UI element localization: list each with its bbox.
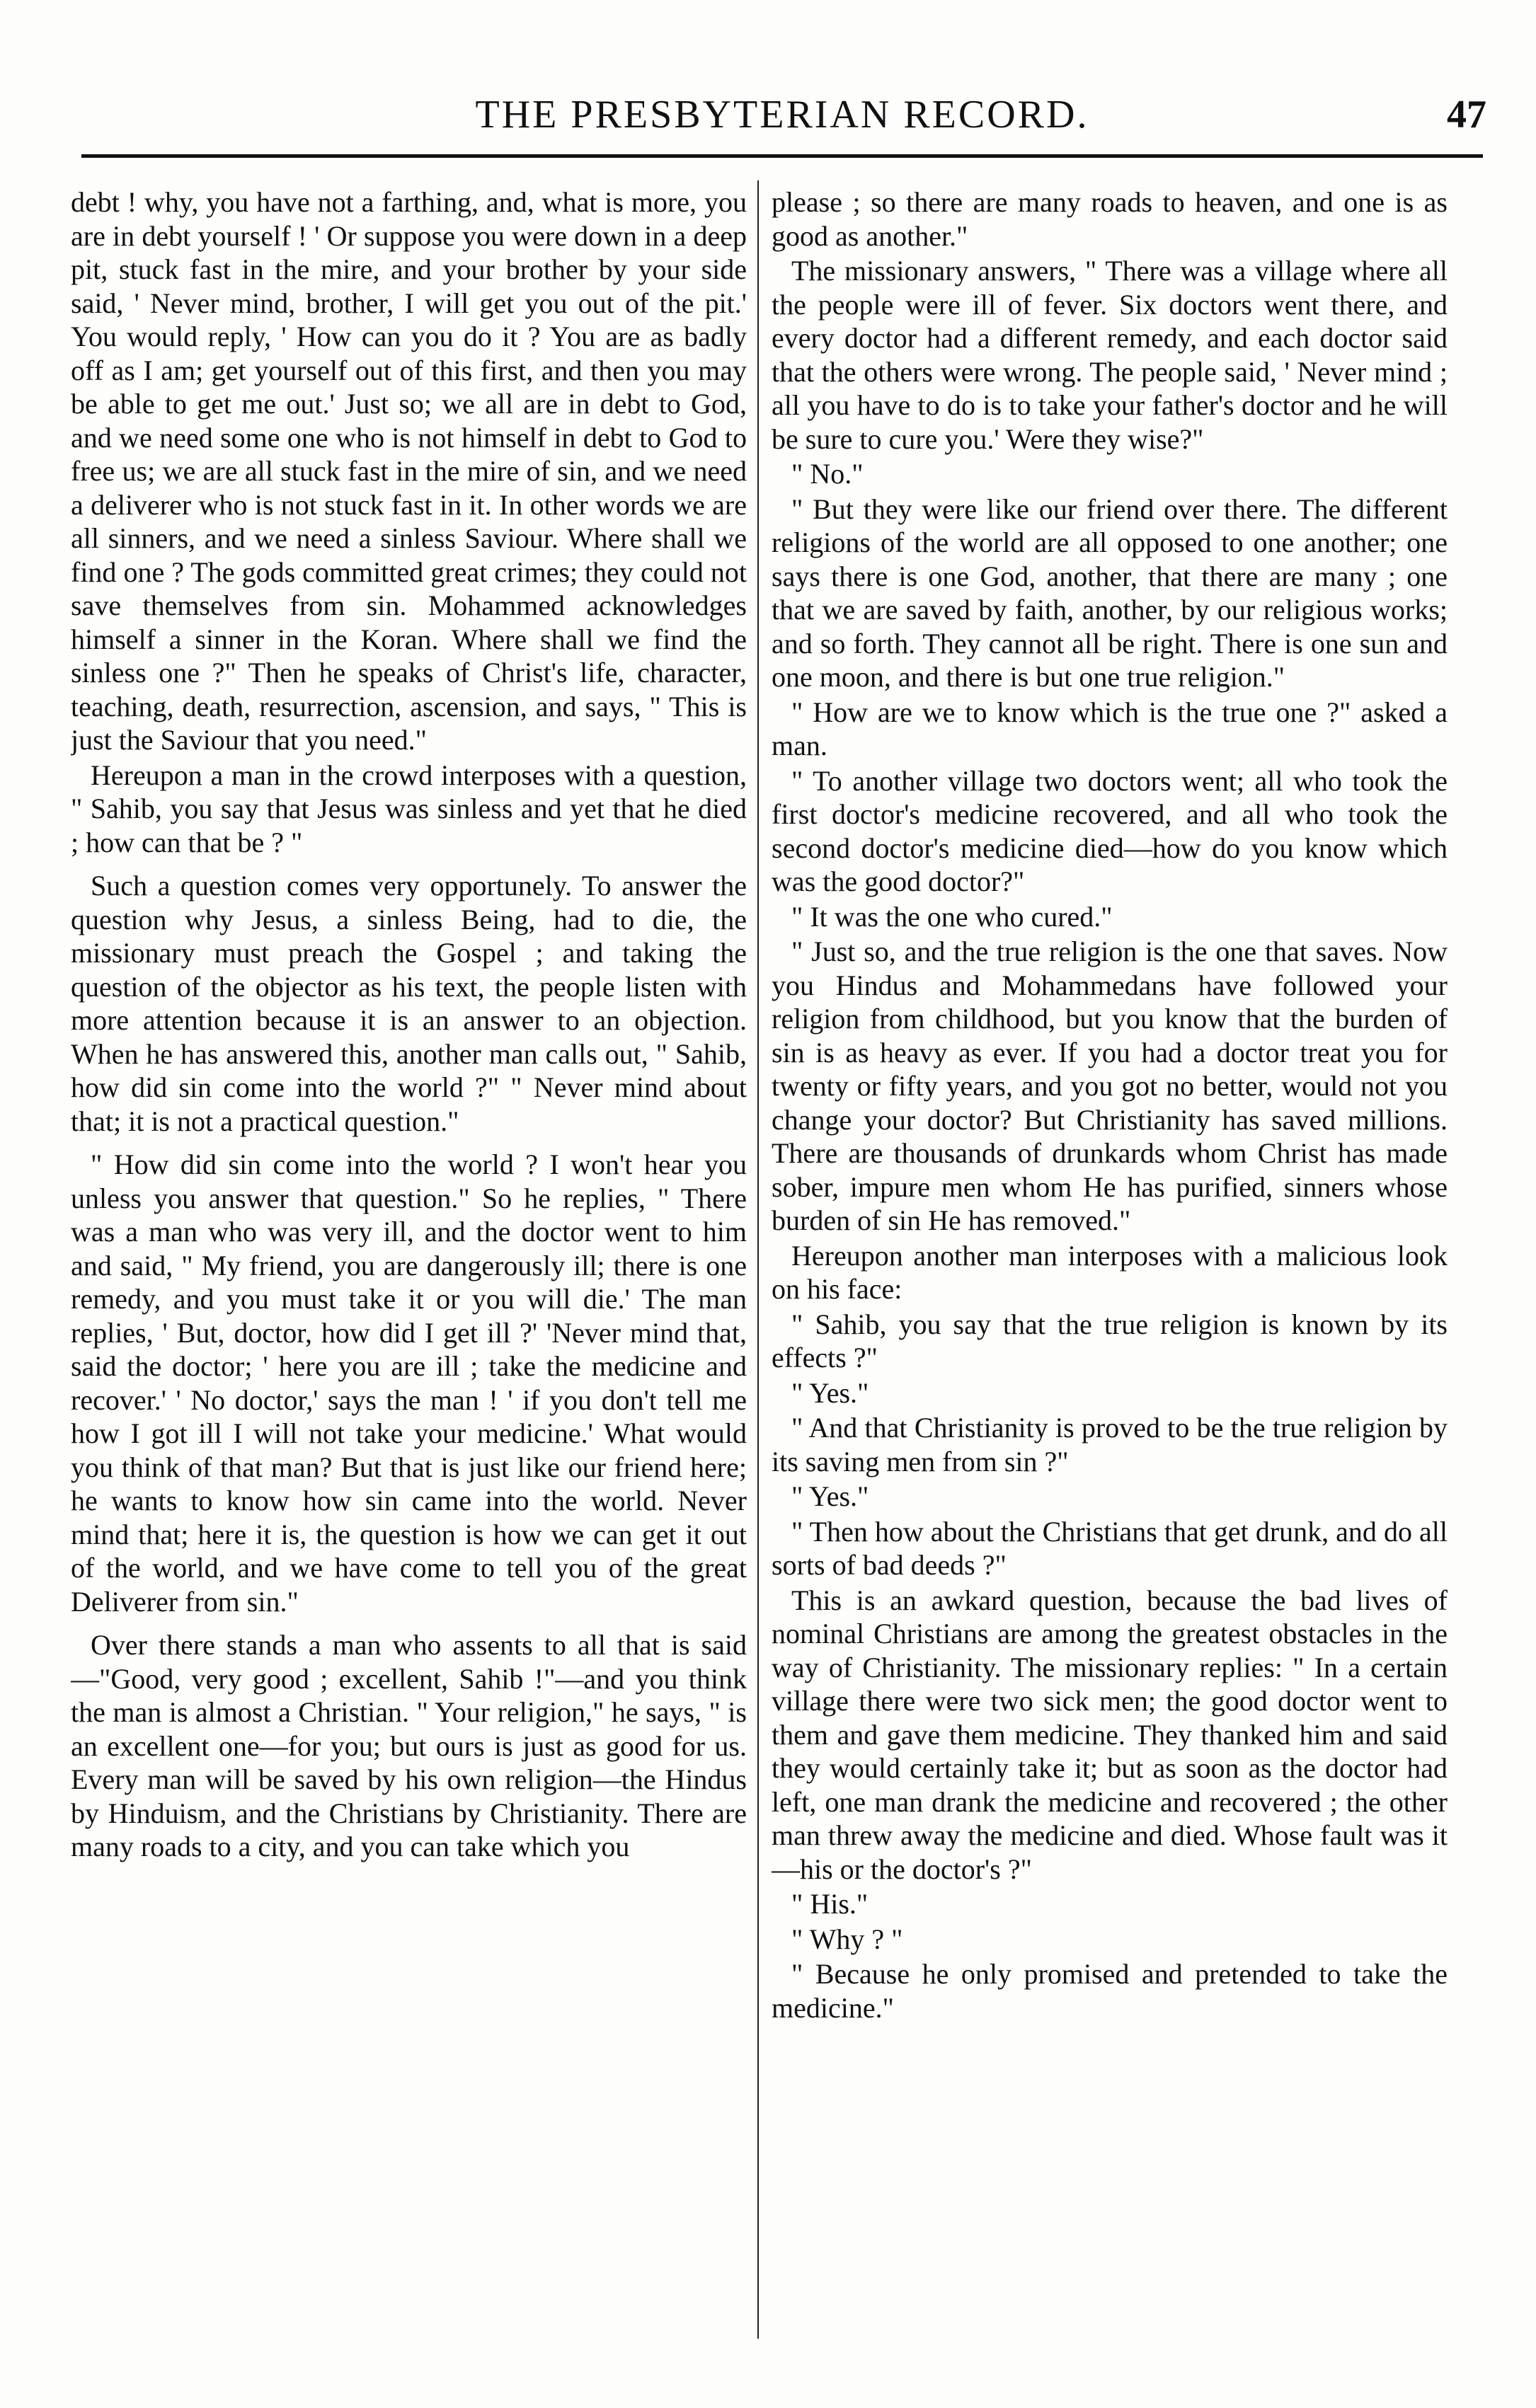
page-number: 47 bbox=[1447, 93, 1486, 137]
right-column bbox=[772, 185, 1448, 2344]
paragraph: debt ! why, you have not a farthing, and, what is more, you are in debt yourself ! ' Or suppose you were down in a deep pit, stuck fast in the mire, and your brother by your side said, ' Never mind, brother, I will get you out of the pit.' You would reply, ' How can you do it ? You are as badly off as I am; get yourself out of this first, and then you may be able to get me out.' Just so; we all are in debt to God, and we need some one who is not himself in debt to God to free us; we are all stuck fast in the mire of sin, and we need a deliverer who is not stuck fast in it. In other words we are all sinners, and we need a sinless Saviour. Where shall we find one ? The gods committed great crimes; they could not save themselves from sin. Mohammed acknowledges himself a sinner in the Koran. Where shall we find the sinless one ?" Then he speaks of Christ's life, character, teaching, death, resurrection, ascension, and says, " This is just the Saviour that you need." bbox=[71, 186, 747, 756]
paragraph: Hereupon a man in the crowd interposes with a question, " Sahib, you say that Jesus was sinless and yet that he died ; how can that be ? " bbox=[71, 759, 747, 858]
paragraph: " How did sin come into the world ? I won't hear you unless you answer that question." So he replies, " There was a man who was very ill, and the doctor went to him and said, " My friend, you are dangerously ill; there is one remedy, and you must take it or you will die.' The man replies, ' But, doctor, how did I get ill ?' 'Never mind that, said the doctor; ' here you are ill ; take the medicine and recover.' ' No doctor,' says the man ! ' if you don't tell me how I got ill I will not take your medicine.' What would you think of that man? But that is just like our friend here; he wants to know how sin came into the world. Never mind that; here it is, the question is how we can get it out of the world, and we have come to tell you of the great Deliverer from sin." bbox=[71, 1148, 747, 1618]
paragraph: Over there stands a man who assents to all that is said—"Good, very good ; excellent, Sahib !"—and you think the man is almost a Christian. " Your religion," he says, " is an excellent one—for you; but ours is just as good for us. Every man will be saved by his own religion—the Hindus by Hinduism, and the Christians by Christianity. There are many roads to a city, and you can take which you bbox=[71, 1629, 747, 1862]
paragraph: " It was the one who cured." bbox=[791, 900, 1113, 933]
paragraph: The missionary answers, " There was a village where all the people were ill of fever. Six doctors went there, and every doctor had a different remedy, and each doctor said that the others were wrong. The people said, ' Never mind ; all you have to do is to take your father's doctor and he will be sure to cure you.' Were they wise?" bbox=[772, 255, 1448, 455]
paragraph: " How are we to know which is the true one ?" asked a man. bbox=[772, 696, 1448, 761]
paragraph: " And that Christianity is proved to be the true religion by its saving men from sin ?" bbox=[772, 1412, 1448, 1477]
publication-title: THE PRESBYTERIAN RECORD. bbox=[475, 93, 1089, 137]
paragraph: " No." bbox=[791, 458, 864, 490]
paragraph: This is an awkard question, because the bad lives of nominal Christians are among the greatest obstacles in the way of Christianity. The missionary replies: " In a certain village there were two sick men; the good doctor went to them and gave them medicine. They thanked him and said they would certainly take it; but as soon as the doctor had left, one man drank the medicine and recovered ; the other man threw away the medicine and died. Whose fault was it—his or the doctor's ?" bbox=[772, 1584, 1448, 1885]
column-divider bbox=[757, 180, 759, 2339]
header-rule bbox=[81, 154, 1483, 158]
paragraph: " Then how about the Christians that get drunk, and do all sorts of bad deeds ?" bbox=[772, 1515, 1448, 1581]
paragraph: " To another village two doctors went; all who took the first doctor's medicine recovered, and all who took the second doctor's medicine died—how do you know which was the good doctor?" bbox=[772, 764, 1448, 897]
paragraph: " But they were like our friend over there. The different religions of the world are all opposed to one another; one says there is one God, another, that there are many ; one that we are saved by faith, another, by our religious works; and so forth. They cannot all be right. There is one sun and one moon, and there is but one true religion." bbox=[772, 492, 1448, 693]
left-column bbox=[71, 185, 747, 2344]
paragraph: Such a question comes very opportunely. To answer the question why Jesus, a sinless Being, had to die, the missionary must preach the Gospel ; and taking the question of the objector as his text, the people listen with more attention because it is an answer to an objection. When he has answered this, another man calls out, " Sahib, how did sin come into the world ?" " Never mind about that; it is not a practical question." bbox=[71, 870, 747, 1137]
paragraph: " Just so, and the true religion is the one that saves. Now you Hindus and Mohammedans have followed your religion from childhood, but you know that the burden of sin is as heavy as ever. If you had a doctor treat you for twenty or fifty years, and you got no better, would not you change your doctor? But Christianity has saved millions. There are thousands of drunkards whom Christ has made sober, impure men whom He has purified, sinners whose burden of sin He has removed." bbox=[772, 935, 1448, 1236]
page-header bbox=[78, 85, 1486, 149]
paragraph: " Why ? " bbox=[791, 1923, 903, 1955]
paragraph: please ; so there are many roads to heaven, and one is as good as another." bbox=[772, 186, 1448, 252]
paragraph: " Yes." bbox=[791, 1480, 869, 1512]
paragraph: " Yes." bbox=[791, 1376, 869, 1409]
paragraph: " His." bbox=[791, 1888, 869, 1920]
paragraph: " Sahib, you say that the true religion is known by its effects ?" bbox=[772, 1308, 1448, 1373]
paragraph: Hereupon another man interposes with a malicious look on his face: bbox=[772, 1239, 1448, 1305]
paragraph: " Because he only promised and pretended to take the medicine." bbox=[772, 1958, 1448, 2024]
